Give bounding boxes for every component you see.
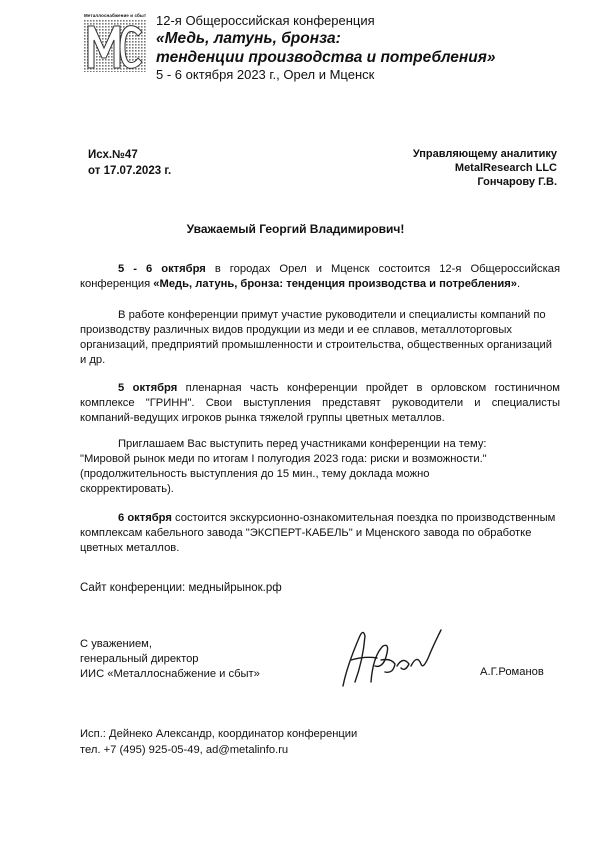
handwritten-signature [325,616,445,694]
addressee-company: MetalResearch LLC [454,162,557,174]
plenary-date: 5 октября [118,382,178,394]
closing-position: генеральный директор [80,653,199,665]
contact-person: Исп.: Дейнеко Александр, координатор конференции [80,728,358,740]
invitation-line1: Приглашаем Вас выступить перед участниками конференции на тему: [118,438,487,450]
paragraph-plenary [80,381,560,426]
invitation-duration-end: скорректировать). [80,483,174,495]
excursion-text: состоится экскурсионно-ознакомительная поездка по производственным комплексам кабельного завода "ЭКСПЕРТ-КАБЕЛЬ" и Мценского завода по обработке цветных металлов. [80,512,556,554]
reference-date: от 17.07.2023 г. [88,165,172,177]
closing-regards: С уважением, [80,638,152,650]
intro-dates: 5 - 6 октября [118,263,206,275]
closing-block [80,637,260,682]
addressee-block [413,147,557,189]
reference-number: Исх.№47 [88,149,138,161]
closing-organization: ИИС «Металлоснабжение и сбыт» [80,668,260,680]
company-logo [84,14,146,72]
addressee-position: Управляющему аналитику [412,148,557,160]
addressee-name: Гончарову Г.В. [477,176,557,188]
plenary-text: пленарная часть конференции пройдет в орловском гостиничном комплексе "ГРИНН". Свои выступления представят руководители и специалисты компаний-ведущих игроков рынка тяжелой группы цветных металлов. [80,382,560,424]
paragraph-excursion [80,511,560,556]
participants-text: В работе конференции примут участие руководители и специалисты компаний по производству различных видов продукции из меди и ее сплавов, металлоторговых организаций, предприятий промышленности и строительства, общественных организаций и др. [80,309,553,366]
reference-block [88,147,171,179]
invitation-topic: "Мировой рынок меди по итогам I полугодия 2023 года: риски и возможности." [80,453,487,465]
conference-site: Сайт конференции: медныйрынок.рф [80,582,282,594]
contact-block [80,726,357,758]
paragraph-intro [80,262,560,292]
paragraph-participants [80,308,560,368]
conference-number: 12-я Общероссийская конференция [156,13,375,28]
intro-text: в городах Орел и Мценск состоится 12-я Общероссийская конференция [80,263,561,290]
excursion-date: 6 октября [118,512,172,524]
conference-dates: 5 - 6 октября 2023 г., Орел и Мценск [156,67,375,82]
paragraph-invitation [80,437,560,497]
conference-title-line2: тенденции производства и потребления» [156,49,496,66]
signer-name: А.Г.Романов [480,666,544,678]
logo-caption: Металлоснабжение и сбыт [84,13,147,18]
intro-end: . [517,278,521,290]
greeting: Уважаемый Георгий Владимирович! [186,222,405,236]
intro-conference-title: «Медь, латунь, бронза: тенденция производства и потребления» [153,278,518,290]
invitation-duration: (продолжительность выступления до 15 мин., тему доклада можно [80,468,430,480]
conference-header [156,13,576,83]
contact-phone-email: тел. +7 (495) 925-05-49, ad@metalinfo.ru [80,744,289,756]
conference-title-line1: «Медь, латунь, бронза: [156,30,341,47]
